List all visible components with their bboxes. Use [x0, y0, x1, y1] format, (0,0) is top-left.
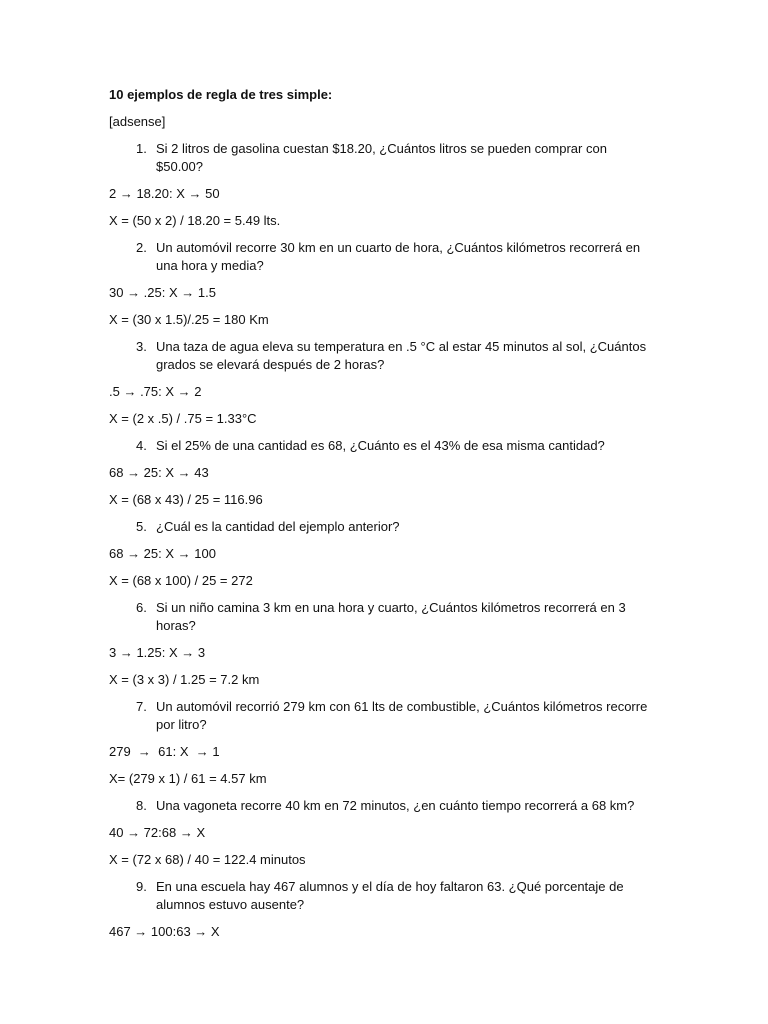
paragraph: X = (68 x 100) / 25 = 272	[109, 573, 253, 588]
list-item-number-text: 1.	[136, 141, 147, 156]
list-item-number	[109, 698, 156, 734]
paragraph: 467 → 100:63 → X	[109, 924, 220, 939]
list-item	[109, 239, 669, 275]
list-item-text: Una vagoneta recorre 40 km en 72 minutos, ¿en cuánto tiempo recorrerá a 68 km?	[156, 798, 635, 813]
content-blocks	[109, 113, 669, 941]
list-item-text: Un automóvil recorrió 279 km con 61 lts de combustible, ¿Cuántos kilómetros recorre por litro?	[156, 699, 648, 732]
list-item-number-text: 7.	[136, 699, 147, 714]
list-item-text: Si el 25% de una cantidad es 68, ¿Cuánto es el 43% de esa misma cantidad?	[156, 438, 605, 453]
list-item	[109, 140, 669, 176]
paragraph: 68 → 25: X → 100	[109, 546, 216, 561]
list-item	[109, 599, 669, 635]
list-item-number	[109, 338, 156, 374]
paragraph: [adsense]	[109, 114, 166, 129]
paragraph: 279 → 61: X → 1	[109, 744, 220, 759]
list-item-number-text: 5.	[136, 519, 147, 534]
list-item-number-text: 4.	[136, 438, 147, 453]
list-item-number-text: 8.	[136, 798, 147, 813]
paragraph: .5 → .75: X → 2	[109, 384, 202, 399]
list-item-number	[109, 878, 156, 914]
list-item-number	[109, 140, 156, 176]
paragraph: X = (50 x 2) / 18.20 = 5.49 lts.	[109, 213, 281, 228]
list-item-text: Si un niño camina 3 km en una hora y cuarto, ¿Cuántos kilómetros recorrerá en 3 horas?	[156, 600, 626, 633]
list-item-number-text: 6.	[136, 600, 147, 615]
list-item-number	[109, 599, 156, 635]
paragraph: X = (68 x 43) / 25 = 116.96	[109, 492, 263, 507]
list-item-number-text: 3.	[136, 339, 147, 354]
list-item-text: Un automóvil recorre 30 km en un cuarto de hora, ¿Cuántos kilómetros recorrerá en una hora y media?	[156, 240, 641, 273]
paragraph: 2 → 18.20: X → 50	[109, 186, 220, 201]
list-item	[109, 518, 669, 536]
paragraph: 40 → 72:68 → X	[109, 825, 206, 840]
paragraph: 68 → 25: X → 43	[109, 465, 209, 480]
document-title: 10 ejemplos de regla de tres simple:	[109, 87, 333, 102]
list-item	[109, 698, 669, 734]
list-item	[109, 878, 669, 914]
list-item	[109, 797, 669, 815]
document-body	[109, 86, 669, 950]
list-item-text: ¿Cuál es la cantidad del ejemplo anterior?	[156, 519, 400, 534]
paragraph: X = (2 x .5) / .75 = 1.33°C	[109, 411, 257, 426]
list-item-number	[109, 797, 156, 815]
list-item-number-text: 9.	[136, 879, 147, 894]
list-item-text: Si 2 litros de gasolina cuestan $18.20, ¿Cuántos litros se pueden comprar con $50.00?	[156, 141, 607, 174]
paragraph: 30 → .25: X → 1.5	[109, 285, 216, 300]
list-item	[109, 437, 669, 455]
list-item-number-text: 2.	[136, 240, 147, 255]
list-item-number	[109, 518, 156, 536]
list-item-number	[109, 437, 156, 455]
paragraph: X = (30 x 1.5)/.25 = 180 Km	[109, 312, 269, 327]
list-item-text: Una taza de agua eleva su temperatura en .5 °C al estar 45 minutos al sol, ¿Cuántos grados se elevará después de 2 horas?	[156, 339, 647, 372]
list-item-number	[109, 239, 156, 275]
list-item	[109, 338, 669, 374]
paragraph: 3 → 1.25: X → 3	[109, 645, 206, 660]
paragraph: X = (3 x 3) / 1.25 = 7.2 km	[109, 672, 260, 687]
paragraph: X= (279 x 1) / 61 = 4.57 km	[109, 771, 267, 786]
paragraph: X = (72 x 68) / 40 = 122.4 minutos	[109, 852, 306, 867]
list-item-text: En una escuela hay 467 alumnos y el día de hoy faltaron 63. ¿Qué porcentaje de alumnos estuvo ausente?	[156, 879, 624, 912]
